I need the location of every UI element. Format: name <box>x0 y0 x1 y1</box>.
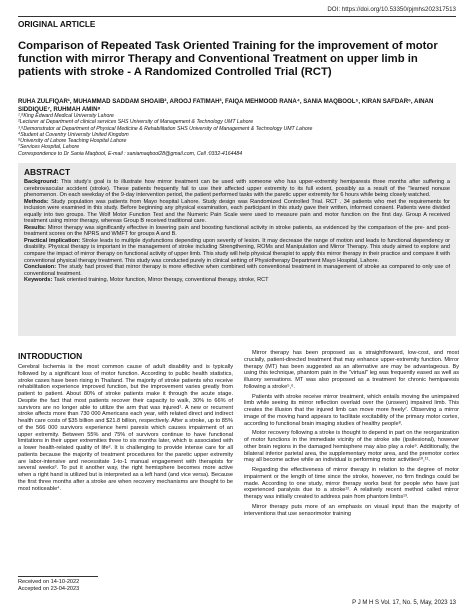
left-column <box>18 364 233 495</box>
abstract-box <box>18 163 456 336</box>
abstract-section-text: Mirror therapy was significantly effective in lowering pain and boosting functional activity in stroke patients, as evidenced by the comparison of the pre- and post-treatment scores on the NPRS and WMFT for groups A and B. <box>24 224 450 238</box>
introduction-heading: INTRODUCTION <box>18 351 83 361</box>
abstract-section-label: Background: <box>24 179 59 185</box>
affiliations <box>18 113 458 157</box>
body-paragraph: Mirror therapy puts more of an emphasis on visual input than the majority of interventions that use sensorimotor training <box>244 503 459 517</box>
article-type-label: ORIGINAL ARTICLE <box>18 20 96 29</box>
header-rule <box>18 16 456 17</box>
abstract-section-text: Stroke leads to multiple dysfunctions depending upon severity of lesion. It may decrease the range of motion and leads to functional dependency or disability. Physical therapy is important in the management of stroke including Strengthening, ROMs and Manipulation and Mirror Therapy. This study aimed to explore and compare the impact of mirror therapy on functional activity of upper limb. This study will help physical therapist to apply this mirror therapy in their practice and compare it with conventional physical therapy treatment. This study was conducted purely in clinical setting of Physiotherapy Department Mayo Hospital, Lahore. <box>24 237 451 264</box>
affiliation-line: ²Lecturer at Department of clinical services SHS University of Management & Technology UMT Lahore <box>18 119 254 126</box>
abstract-section <box>24 225 450 238</box>
submission-dates <box>18 579 79 593</box>
doi-link[interactable]: DOI: https://doi.org/10.53350/pjmhs202317513 <box>327 6 456 13</box>
abstract-section-label: Methods: <box>24 198 49 205</box>
affiliation-line: ⁷Services Hospital, Lahore <box>18 144 80 151</box>
abstract-body <box>24 179 450 284</box>
body-paragraph: Mirror therapy has been proposed as a straightforward, low-cost, and most crucially, patient-directed treatment that may enhance upper-extremity function. Mirror therapy (MT) has been suggested as an alternative are may be advantageous. By using this technique, phantom pain in the "virtual" leg was frequently eased as well as illusory sensations. MT was also proposed as a treatment for chronic hemiparesis following a stroke⁵,⁶. <box>244 350 459 390</box>
paper-title: Comparison of Repeated Task Oriented Training for the improvement of motor function with mirror Therapy and Conventional Treatment on upper limb in patients with stroke - A Randomized Controlled Trial (RCT) <box>18 40 438 78</box>
affiliation-line: ⁵University of Lahore Teaching Hospital Lahore <box>18 138 127 145</box>
abstract-section <box>24 199 450 225</box>
right-column <box>244 350 459 520</box>
abstract-section-label: Results: <box>24 224 46 231</box>
body-paragraph: Regarding the effectiveness of mirror therapy in relation to the degree of motor impairment or the length of time since the stroke, however, no firm findings could be made. According to one study, mirror therapy works best for people who have just experienced paralysis due to a stroke¹². A relatively recent method called mirror therapy was initially created to address pain from phantom limbs¹³. <box>244 467 459 500</box>
abstract-section-label: Practical implication: <box>24 237 81 244</box>
abstract-heading: ABSTRACT <box>24 167 71 177</box>
page-footer: P J M H S Vol. 17, No. 5, May, 2023 13 <box>352 600 456 606</box>
abstract-section-text: This study's goal is to illustrate how mirror treatment can be used with someone who has upper-extremity hemiparesis three months after suffering a cerebrovascular accident (stroke). These patients frequently fail to use their affected upper extremity to its full extent, possibly as a result of the "learned nonuse phenomenon. On each weekday of the 9-day intervention period, the patient performed tasks with the paretic upper extremity for 6 hours while being closely watched. <box>24 179 450 199</box>
body-paragraph: Cerebral Ischemia is the most common cause of adult disability and is typically followed by a significant loss of motor function. According to public health statistics, stroke cases have been rising in Thailand. The majority of stroke patients who receive rehabilitation experience improved function, but the improvement varies greatly from patient to patient. About 80% of stroke patients make it through the acute stage. Despite the fact that most patients recover their capacity to walk, 30% to 66% of survivors are no longer able to utilize the arm that was injured¹. A new or recurrent stroke affects more than 730 000 Americans each year, with related direct and indirect health care costs of $35 billion and $21.8 billion, respectively. After a stroke, up to 85% of the 566 000 survivors experience hemi paresis which causes impairment of an upper extremity. Between 55% and 75% of survivors continue to have functional limitations in their upper extremities three to six months later, which is associated with a lower health-related quality of life². It is challenging to provide intense care for all patients because the majority of treatment procedures for the paretic upper extremity are labor-intensive and necessitate 1-to-1 manual engagement with therapists for several weeks³. To put it another way, the right hemisphere becomes more active when a right hand is utilized but is interpreted as a left hand (and vice versa). Because the first three months after a stroke are when recovery mechanisms are thought to be most noticeable⁴. <box>18 364 233 492</box>
abstract-section-text: Study population was patients from Mayo hospital Lahore. Study design was Randomized Controlled Trial. RCT . 34 patients who met the requirements for inclusion were examined in this study. Before beginning any physical examination, each participant in this study gave their written, informed consent. Patients were divided equally into two groups. The Wolf Motor Function Test and the Numeric Pain Scale were used to measure pain and motor function on the first day. Group A received treatment using mirror therapy, whereas Group B received traditional care. <box>24 198 450 225</box>
author-list: RUHA ZULFIQAR¹, MUHAMMAD SADDAM SHOAIB², AROOJ FATIMAH³, FAIQA MEHMOOD RANA⁴, SANIA MAQBOOL⁵, KIRAN SAFDAR⁶, AINAN SIDDIQUE⁷, RUHMAH AMIN⁸ <box>18 98 434 113</box>
affiliation-line: Correspondence to Dr Sania Maqbool, E-mail : saniamaqbool28@gmail.com, Cell :0332-4164484 <box>18 150 243 157</box>
dates-rule <box>18 576 98 577</box>
abstract-section-text: The study had proved that mirror therapy is more effective when combined with conventional treatment in management of stroke as compared to only use of conventional treatment. <box>24 264 450 277</box>
abstract-section <box>24 277 450 284</box>
body-paragraph: Patients with stroke receive mirror treatment, which entails moving the unimpaired limb while seeing its mirror reflection overlaid over the (unseen) impaired limb. This creates the illusion that the injured limb can move more freely⁷. Observing a mirror image of the moving hand appears to facilitate excitability of the primary motor cortex, according to functional brain imaging studies of healthy people⁸. <box>244 393 459 427</box>
abstract-section <box>24 264 450 277</box>
abstract-section-text: Task oriented training, Motor function, Mirror therapy, conventional therapy, stroke, RCT <box>52 277 269 284</box>
abstract-section <box>24 238 450 264</box>
abstract-section <box>24 179 450 199</box>
received-date: Received on 14-10-2022 <box>18 579 80 585</box>
affiliation-line: ¹,⁸King Edward Medical University Lahore <box>18 113 114 119</box>
abstract-section-label: Keywords: <box>24 277 53 284</box>
body-paragraph: Motor recovery following a stroke is thought to depend in part on the reorganization of motor functions in the immediate vicinity of the stroke site (ipsilesional), however other brain regions in the damaged hemisphere may also play a role⁹. Additionally, the bilateral inferior parietal area, the supplementary motor area, and the premotor cortex may all become active while an individual is performing motor activities¹⁰,¹¹. <box>244 430 459 464</box>
accepted-date: Accepted on 23-04-2023 <box>18 586 80 592</box>
abstract-section-label: Conclusion: <box>24 264 57 271</box>
affiliation-line: ³,⁶Demonstrator at Department of Physical Medicine & Rehabilitation SHS University of Management & Technology UMT Lahore <box>18 125 313 132</box>
affiliation-line: ⁴Student at Coventry University United Kingdom <box>18 131 129 138</box>
